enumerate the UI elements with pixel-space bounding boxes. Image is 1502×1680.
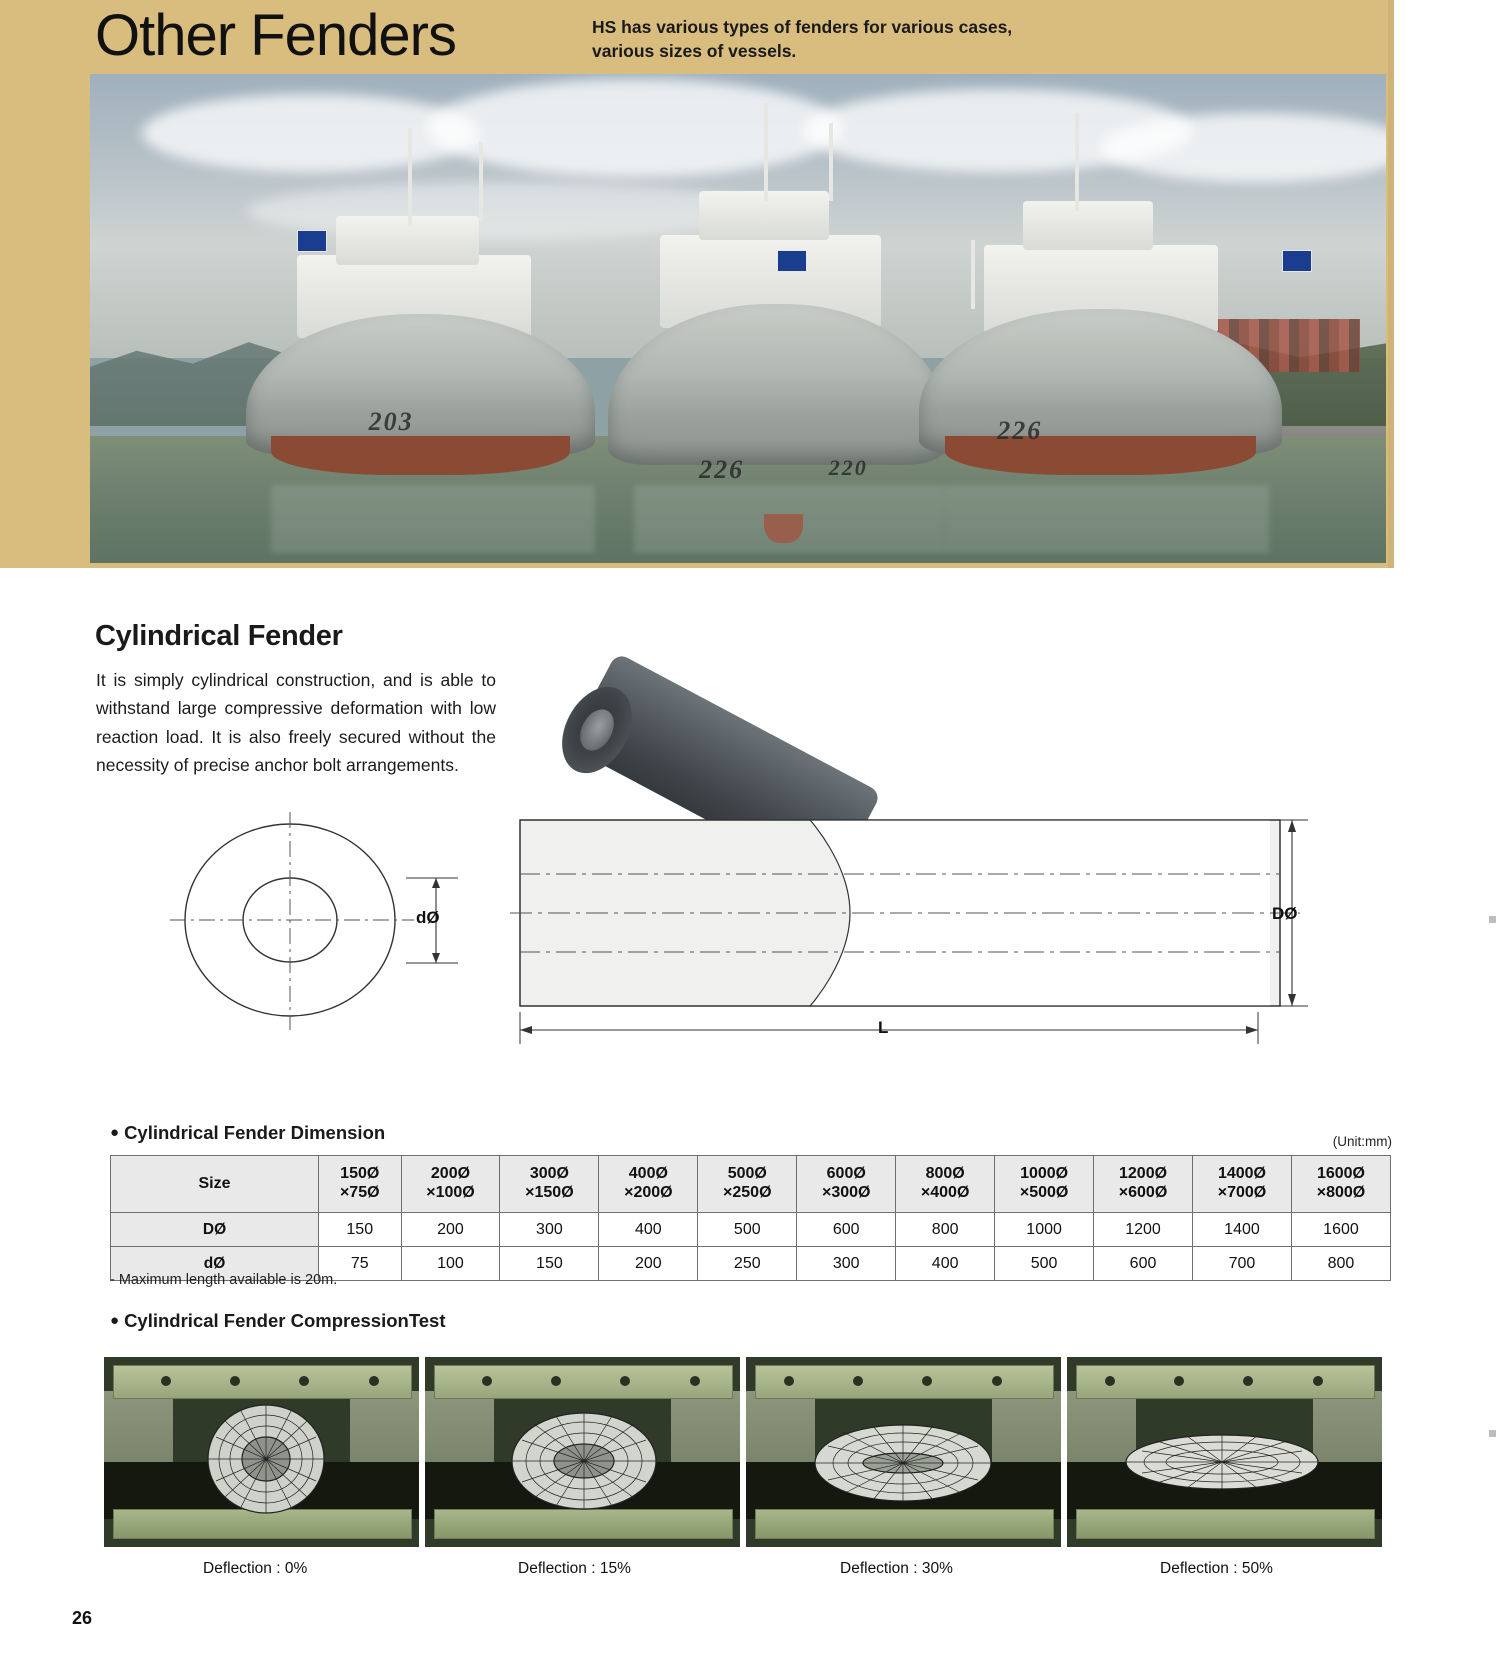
cell: 250 <box>698 1247 797 1281</box>
cell: 75 <box>319 1247 402 1281</box>
table-row-header-size: Size <box>111 1156 319 1213</box>
platen-bolt <box>1313 1376 1323 1386</box>
ship-flag <box>777 250 807 272</box>
section-title: Cylindrical Fender <box>95 620 343 652</box>
page-number: 26 <box>72 1608 93 1628</box>
table-header-row <box>111 1156 1391 1213</box>
cell: 1600 <box>1291 1213 1390 1247</box>
compression-test-caption-30: Deflection : 30% <box>840 1560 953 1577</box>
ship-flag <box>1282 250 1312 272</box>
water-reflection <box>634 485 945 553</box>
page-title: Other Fenders <box>95 3 456 68</box>
table-col-7: 1000Ø ×500Ø <box>995 1156 1094 1213</box>
row-label-d: dØ <box>111 1247 319 1281</box>
water-reflection <box>271 485 595 553</box>
compression-test-caption-0: Deflection : 0% <box>203 1560 308 1577</box>
header-band-edge <box>1388 0 1394 568</box>
platen-bolt <box>551 1376 561 1386</box>
max-length-note: - Maximum length available is 20m. <box>110 1272 338 1288</box>
unit-note: (Unit:mm) <box>1332 1134 1392 1149</box>
ship-mast <box>971 240 975 308</box>
ship-flag <box>297 230 327 252</box>
compression-test-heading: ● Cylindrical Fender CompressionTest <box>110 1310 446 1331</box>
platen-bolt <box>369 1376 379 1386</box>
table-col-10: 1600Ø ×800Ø <box>1291 1156 1390 1213</box>
compression-test-caption-15: Deflection : 15% <box>518 1560 631 1577</box>
fender-mesh-overlay <box>494 1406 674 1516</box>
cell: 800 <box>1291 1247 1390 1281</box>
cell: 200 <box>401 1213 500 1247</box>
cell: 500 <box>995 1247 1094 1281</box>
cloud <box>427 79 842 177</box>
platen-bolt <box>482 1376 492 1386</box>
cell: 1000 <box>995 1213 1094 1247</box>
ship-hull-waterline <box>945 436 1256 475</box>
cell: 100 <box>401 1247 500 1281</box>
cell: 150 <box>500 1247 599 1281</box>
platen-bolt <box>230 1376 240 1386</box>
cell: 300 <box>500 1213 599 1247</box>
cell: 600 <box>797 1213 896 1247</box>
table-row <box>111 1213 1391 1247</box>
compression-test-caption-50: Deflection : 50% <box>1160 1560 1273 1577</box>
page-edge-mark <box>1489 1430 1496 1437</box>
cell: 500 <box>698 1213 797 1247</box>
section-description: It is simply cylindrical construction, and is able to withstand large compressive deformation with low reaction load. It is also freely secured without the necessity of precise anchor bolt arrangements. <box>96 670 496 776</box>
ship-mast <box>764 103 768 201</box>
platen-bolt <box>992 1376 1002 1386</box>
cell: 400 <box>599 1213 698 1247</box>
compression-test-photo-0 <box>104 1357 419 1547</box>
dimension-table-heading: ● Cylindrical Fender Dimension <box>110 1122 386 1143</box>
cell: 200 <box>599 1247 698 1281</box>
page-edge-mark <box>1489 916 1496 923</box>
fender-mesh-overlay <box>186 1399 346 1519</box>
cell: 400 <box>896 1247 995 1281</box>
cell: 1200 <box>1094 1213 1193 1247</box>
table-col-3: 400Ø ×200Ø <box>599 1156 698 1213</box>
table-col-1: 200Ø ×100Ø <box>401 1156 500 1213</box>
header-photo <box>90 74 1386 563</box>
bullet-icon: ● <box>110 1124 120 1141</box>
press-platen-top <box>1076 1365 1374 1399</box>
press-platen-top <box>434 1365 732 1399</box>
table-col-6: 800Ø ×400Ø <box>896 1156 995 1213</box>
side-view-diameter-label: DØ <box>1272 904 1298 923</box>
ship-hull-number: 220 <box>828 455 868 481</box>
water-reflection <box>945 485 1269 553</box>
table-col-8: 1200Ø ×600Ø <box>1094 1156 1193 1213</box>
table-col-0: 150Ø ×75Ø <box>319 1156 402 1213</box>
table-col-5: 600Ø ×300Ø <box>797 1156 896 1213</box>
platen-bolt <box>161 1376 171 1386</box>
cell: 600 <box>1094 1247 1193 1281</box>
ship-hull-waterline <box>271 436 569 475</box>
ship-mast <box>408 128 412 226</box>
cross-section-diameter-label: dØ <box>416 908 440 927</box>
platen-bolt <box>690 1376 700 1386</box>
press-platen-top <box>755 1365 1053 1399</box>
ship-mast <box>1075 113 1079 211</box>
side-view-drawing <box>510 812 1310 1052</box>
press-platen-top <box>113 1365 411 1399</box>
compression-test-photo-50 <box>1067 1357 1382 1547</box>
table-col-9: 1400Ø ×700Ø <box>1193 1156 1292 1213</box>
ship-hull-number: 226 <box>997 416 1043 446</box>
ship-mast <box>479 142 483 220</box>
platen-bolt <box>784 1376 794 1386</box>
ship-hull-number: 226 <box>699 455 745 485</box>
side-view-length-label: L <box>878 1018 889 1037</box>
cross-section-drawing <box>168 808 488 1038</box>
cell: 300 <box>797 1247 896 1281</box>
press-platen-bottom <box>1076 1509 1374 1540</box>
ship-mast <box>829 123 833 201</box>
bullet-icon: ● <box>110 1312 120 1329</box>
fender-mesh-overlay <box>803 1418 1003 1508</box>
cloud <box>1101 113 1386 181</box>
ship-bridge <box>1023 201 1153 250</box>
table-col-4: 500Ø ×250Ø <box>698 1156 797 1213</box>
cell: 150 <box>319 1213 402 1247</box>
table-col-2: 300Ø ×150Ø <box>500 1156 599 1213</box>
header-band-right-margin <box>1394 0 1502 568</box>
cell: 800 <box>896 1213 995 1247</box>
compression-test-photo-30 <box>746 1357 1061 1547</box>
cell: 700 <box>1193 1247 1292 1281</box>
compression-test-photo-15 <box>425 1357 740 1547</box>
platen-bolt <box>1105 1376 1115 1386</box>
press-platen-bottom <box>755 1509 1053 1540</box>
cylindrical-fender-dimension-table <box>110 1155 1391 1281</box>
cell: 1400 <box>1193 1213 1292 1247</box>
fender-mesh-overlay <box>1117 1429 1327 1495</box>
row-label-D: DØ <box>111 1213 319 1247</box>
cylindrical-fender-3d-illustration <box>548 618 908 818</box>
ship-hull-number: 203 <box>368 406 414 436</box>
page-subtitle: HS has various types of fenders for various cases, various sizes of vessels. <box>592 17 1013 61</box>
